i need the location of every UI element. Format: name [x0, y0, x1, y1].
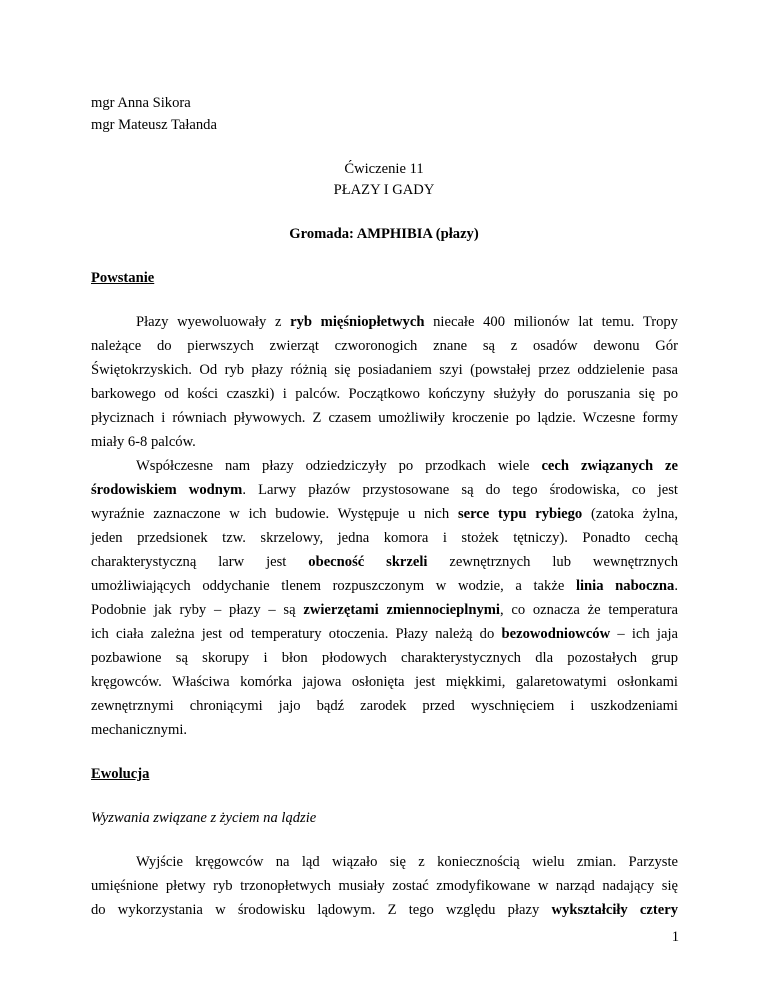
paragraph-line: Współczesne nam płazy odziedziczyły po przodkach wiele cech związanych ze [136, 458, 679, 474]
paragraph-line: zewnętrznymi chroniącymi jajo bądź zarodek przed wyschnięciem i uszkodzeniami [91, 698, 678, 714]
paragraph-line: należące do pierwszych zwierząt czworonogich znane są z osadów dewonu Gór [91, 338, 678, 354]
section-heading-powstanie: Powstanie [91, 270, 155, 286]
paragraph-line: Płazy wyewoluowały z ryb mięśniopłetwych niecałe 400 milionów lat temu. Tropy [136, 314, 678, 330]
paragraph-line: jeden przedsionek tzw. skrzelowy, jedna komora i stożek tętniczy). Ponadto cechą [91, 530, 678, 546]
author-1: mgr Anna Sikora [91, 95, 191, 111]
topic-title: PŁAZY I GADY [333, 182, 435, 198]
paragraph-line: pozbawione są skorupy i błon płodowych charakterystycznych dla pozostałych grup [91, 650, 678, 666]
subsection-heading: Wyzwania związane z życiem na lądzie [91, 810, 317, 826]
page-number: 1 [671, 929, 679, 945]
paragraph-line: charakterystyczną larw jest obecność skrzeli zewnętrznych lub wewnętrznych [91, 554, 678, 570]
paragraph-line: ich ciała zależna jest od temperatury otoczenia. Płazy należą do bezowodniowców – ich jaja [91, 626, 679, 642]
paragraph-line: Wyjście kręgowców na ląd wiązało się z koniecznością wielu zmian. Parzyste [136, 854, 678, 870]
paragraph-line: Świętokrzyskich. Od ryb płazy różnią się posiadaniem szyi (powstałej przez oddzielenie pasa [91, 362, 678, 378]
section-heading-ewolucja: Ewolucja [91, 766, 150, 782]
paragraph-line: barkowego od kości czaszki) i palców. Początkowo kończyny służyły do poruszania się po [91, 386, 678, 402]
paragraph-line: kręgowców. Właściwa komórka jajowa osłonięta jest miękkimi, galaretowatymi osłonkami [91, 674, 678, 690]
paragraph-line: umięśnione płetwy ryb trzonopłetwych musiały zostać zmodyfikowane w narząd nadający się [91, 878, 678, 894]
paragraph-line: wyraźnie zaznaczone w ich budowie. Występuje u nich serce typu rybiego (zatoka żylna, [91, 506, 678, 522]
group-heading: Gromada: AMPHIBIA (płazy) [289, 226, 479, 242]
paragraph-line: środowiskiem wodnym. Larwy płazów przystosowane są do tego środowiska, co jest [91, 482, 678, 498]
author-2: mgr Mateusz Tałanda [91, 117, 217, 133]
exercise-number: Ćwiczenie 11 [344, 161, 424, 177]
paragraph-line: Podobnie jak ryby – płazy – są zwierzętami zmiennocieplnymi, co oznacza że temperatura [91, 602, 679, 618]
paragraph-line: mechanicznymi. [91, 722, 188, 738]
paragraph-line: płyciznach i równiach pływowych. Z czasem umożliwiły kroczenie po lądzie. Wczesne formy [91, 410, 678, 426]
paragraph-line: miały 6-8 palców. [91, 434, 196, 450]
paragraph-line: do wykorzystania w środowisku lądowym. Z tego względu płazy wykształciły cztery [91, 902, 678, 918]
paragraph-line: umożliwiających oddychanie tlenem rozpuszczonym w wodzie, a także linia naboczna. [91, 578, 679, 594]
